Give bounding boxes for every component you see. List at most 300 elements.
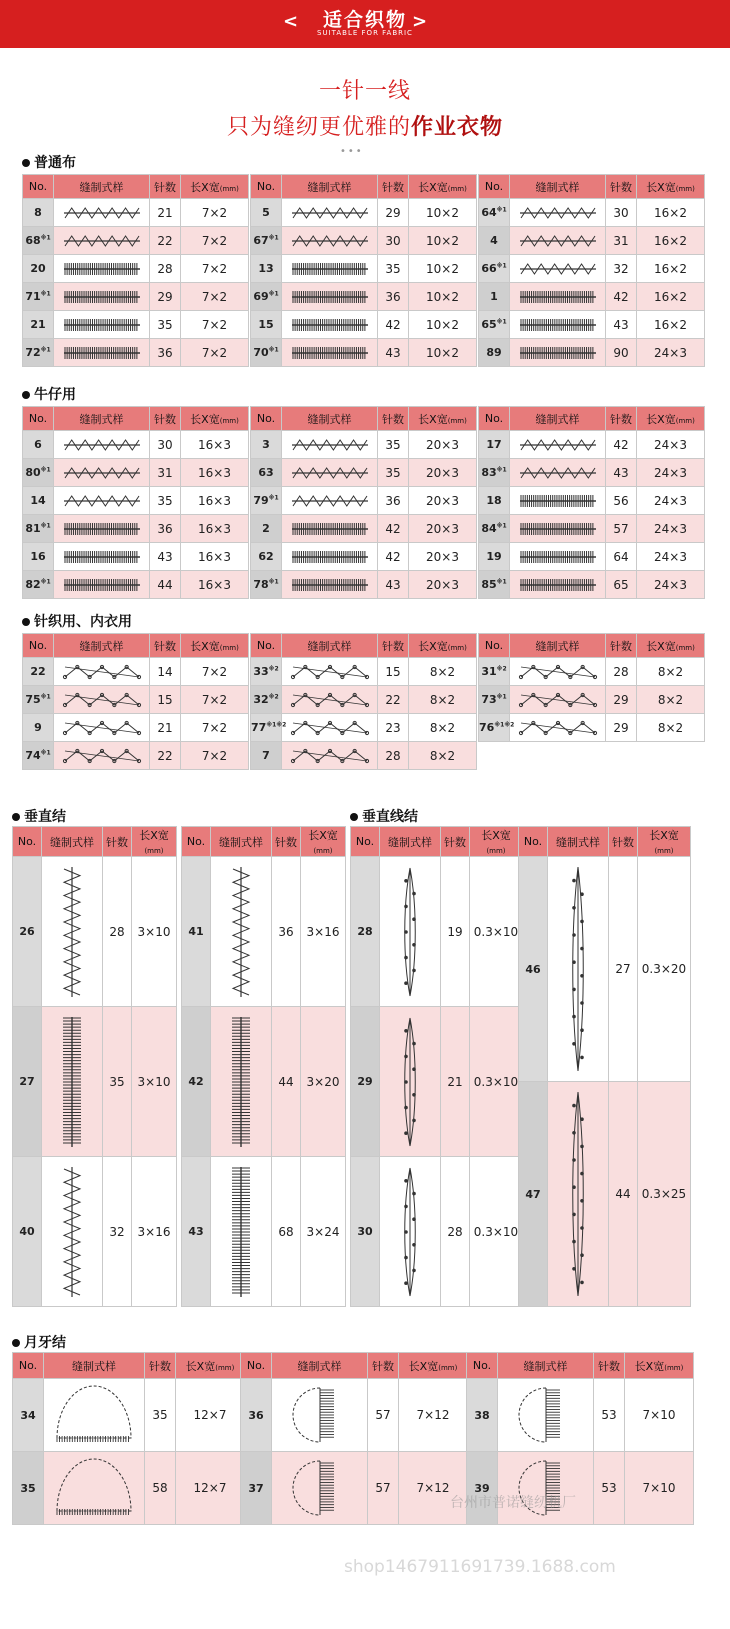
- row-number: [182, 1007, 211, 1157]
- footnote-mark: ※1: [496, 262, 507, 270]
- row-number-label: 79: [253, 494, 269, 507]
- stitch-pattern-icon: [291, 720, 369, 736]
- size-value-label: 16×3: [198, 493, 231, 508]
- header-needles-label: 针数: [610, 639, 632, 653]
- header-needles-label: 针数: [372, 1359, 394, 1373]
- size-value: [301, 857, 346, 1007]
- needle-count-value: 15: [157, 692, 173, 707]
- row-number-label: 22: [30, 665, 46, 678]
- header-no-label: No.: [256, 180, 276, 193]
- row-number: [479, 199, 510, 227]
- stitch-pattern-cell: [510, 283, 606, 311]
- needle-count-value: 28: [385, 748, 401, 763]
- row-number: [23, 339, 54, 367]
- stitch-pattern-icon: [519, 521, 597, 537]
- stitch-pattern-cell: [282, 543, 378, 571]
- needle-count-value: 28: [447, 1224, 463, 1239]
- footnote-mark: ※1: [268, 578, 279, 586]
- header-pattern: [42, 827, 103, 857]
- header-no: [182, 827, 211, 857]
- stitch-pattern-icon: [395, 1165, 425, 1299]
- row-number: [23, 311, 54, 339]
- stitch-pattern-cell: [282, 199, 378, 227]
- size-value: [637, 686, 705, 714]
- needle-count: [606, 283, 637, 311]
- header-no: [13, 827, 42, 857]
- header-no: [251, 175, 282, 199]
- size-value-label: 0.3×10: [473, 924, 519, 939]
- row-number-label: 62: [258, 550, 274, 563]
- table-row: [23, 311, 249, 339]
- needle-count: [606, 459, 637, 487]
- stitch-table: [12, 826, 177, 1307]
- stitch-pattern-icon: [52, 1165, 92, 1299]
- table-row: [23, 742, 249, 770]
- row-number: [251, 431, 282, 459]
- header-no: [467, 1353, 498, 1379]
- stitch-pattern-icon: [63, 720, 141, 736]
- table-row: [479, 255, 705, 283]
- size-value-label: 10×2: [426, 345, 459, 360]
- chevron-right-icon: >: [412, 11, 428, 32]
- header-no: [479, 407, 510, 431]
- stitch-pattern-cell: [510, 658, 606, 686]
- footnote-mark: ※1※2: [266, 721, 287, 729]
- stitch-pattern-icon: [291, 465, 369, 481]
- section-title: [12, 806, 66, 826]
- stitch-pattern-cell: [282, 714, 378, 742]
- needle-count: [368, 1452, 399, 1525]
- row-number: [479, 515, 510, 543]
- needle-count-value: 35: [157, 493, 173, 508]
- size-value: [637, 431, 705, 459]
- size-value: [409, 459, 477, 487]
- header-pattern-label: 缝制式样: [79, 412, 124, 426]
- header-unit: (mm): [447, 643, 467, 652]
- needle-count: [378, 283, 409, 311]
- header-needles-label: 针数: [106, 835, 128, 849]
- header-size: [181, 634, 249, 658]
- header-pattern-label: 缝制式样: [388, 835, 432, 849]
- stitch-pattern-icon: [291, 549, 369, 565]
- stitch-pattern-icon: [519, 465, 597, 481]
- header-no-label: No.: [472, 1359, 492, 1372]
- needle-count-value: 36: [385, 289, 401, 304]
- header-pattern-label: 缝制式样: [535, 180, 580, 194]
- size-value: [301, 1007, 346, 1157]
- size-value-label: 16×3: [198, 521, 231, 536]
- header-size-label: 长X宽: [190, 180, 220, 194]
- stitch-pattern-icon: [519, 345, 597, 361]
- needle-count: [150, 686, 181, 714]
- stitch-pattern-icon: [221, 1165, 261, 1299]
- header-pattern: [54, 175, 150, 199]
- banner-title: 适合织物: [322, 9, 407, 31]
- size-value-label: 7×2: [201, 720, 228, 735]
- needle-count-value: 29: [385, 205, 401, 220]
- row-number-label: 39: [474, 1481, 490, 1495]
- row-number: [182, 857, 211, 1007]
- header-no: [351, 827, 380, 857]
- size-value: [181, 255, 249, 283]
- stitch-pattern-cell: [282, 227, 378, 255]
- row-number-label: 80: [25, 466, 41, 479]
- header-needles-label: 针数: [598, 1359, 620, 1373]
- needle-count: [150, 459, 181, 487]
- header-unit: (mm): [219, 184, 239, 193]
- row-number-label: 17: [486, 438, 502, 451]
- needle-count-value: 43: [385, 577, 401, 592]
- stitch-pattern-cell: [272, 1379, 368, 1452]
- stitch-pattern-cell: [510, 714, 606, 742]
- row-number-label: 13: [258, 262, 274, 275]
- row-number: [23, 543, 54, 571]
- section-title-label: 月牙结: [24, 1335, 66, 1351]
- stitch-pattern-cell: [211, 857, 272, 1007]
- stitch-pattern-icon: [519, 317, 597, 333]
- stitch-pattern-cell: [498, 1452, 594, 1525]
- header-no-label: No.: [28, 180, 48, 193]
- footnote-mark: ※1: [40, 234, 51, 242]
- stitch-pattern-cell: [380, 1157, 441, 1307]
- needle-count-value: 35: [385, 465, 401, 480]
- needle-count-value: 36: [157, 345, 173, 360]
- table-row: [23, 199, 249, 227]
- row-number: [23, 199, 54, 227]
- stitch-pattern-cell: [282, 686, 378, 714]
- header-pattern-label: 缝制式样: [523, 1359, 568, 1373]
- table-row: [519, 1082, 691, 1307]
- row-number: [467, 1452, 498, 1525]
- footnote-mark: ※1: [40, 290, 51, 298]
- row-number: [479, 714, 515, 742]
- table-row: [251, 543, 477, 571]
- section-title-label: 垂直线结: [362, 809, 418, 825]
- stitch-pattern-cell: [282, 742, 378, 770]
- row-number-label: 78: [253, 578, 269, 591]
- section-title: [350, 806, 418, 826]
- needle-count-value: 44: [278, 1074, 294, 1089]
- footnote-mark: ※1: [40, 693, 51, 701]
- stitch-pattern-icon: [519, 493, 597, 509]
- needle-count-value: 90: [613, 345, 629, 360]
- header-pattern: [54, 407, 150, 431]
- size-value-label: 7×12: [416, 1408, 450, 1422]
- needle-count-value: 21: [157, 205, 173, 220]
- row-number-label: 21: [30, 318, 46, 331]
- header-unit: (mm): [447, 184, 467, 193]
- header-no-label: No.: [28, 412, 48, 425]
- header-size-label: 长X宽: [418, 412, 448, 426]
- size-value-label: 20×3: [426, 437, 459, 452]
- needle-count-value: 53: [601, 1408, 617, 1422]
- table-row: [23, 515, 249, 543]
- needle-count: [103, 1157, 132, 1307]
- row-number-label: 85: [481, 578, 497, 591]
- stitch-table: [250, 406, 477, 599]
- table-row: [13, 1007, 177, 1157]
- needle-count: [606, 431, 637, 459]
- size-value: [181, 283, 249, 311]
- footnote-mark: ※1: [40, 522, 51, 530]
- stitch-pattern-icon: [519, 289, 597, 305]
- size-value: [176, 1452, 245, 1525]
- table-row: [479, 487, 705, 515]
- row-number-label: 34: [20, 1408, 36, 1422]
- size-value-label: 16×2: [654, 205, 687, 220]
- table-row: [23, 487, 249, 515]
- section-title: [22, 384, 76, 404]
- size-value-label: 8×2: [429, 664, 456, 679]
- size-value: [399, 1452, 468, 1525]
- stitch-table: [250, 633, 477, 770]
- header-size-label: 长X宽: [190, 639, 220, 653]
- table-header-row: [251, 175, 477, 199]
- stitch-table: [478, 174, 705, 367]
- row-number-label: 33: [253, 665, 269, 678]
- size-value: [470, 1007, 523, 1157]
- section-title-label: 牛仔用: [34, 387, 76, 403]
- stitch-pattern-cell: [510, 515, 606, 543]
- row-number: [479, 283, 510, 311]
- size-value-label: 20×3: [426, 465, 459, 480]
- stitch-table: [250, 174, 477, 367]
- row-number: [23, 515, 54, 543]
- table-row: [479, 515, 705, 543]
- header-no-label: No.: [186, 835, 206, 848]
- header-no-label: No.: [256, 639, 276, 652]
- stitch-table: [518, 826, 691, 1307]
- needle-count-value: 35: [385, 261, 401, 276]
- stitch-pattern-cell: [42, 1157, 103, 1307]
- size-value-label: 7×12: [416, 1481, 450, 1495]
- needle-count: [150, 658, 181, 686]
- section-title-label: 普通布: [34, 155, 76, 171]
- stitch-pattern-icon: [519, 437, 597, 453]
- stitch-pattern-icon: [63, 493, 141, 509]
- row-number-label: 15: [258, 318, 274, 331]
- stitch-pattern-icon: [519, 205, 597, 221]
- stitch-pattern-icon: [519, 233, 597, 249]
- table-row: [251, 339, 477, 367]
- needle-count: [441, 857, 470, 1007]
- needle-count: [150, 515, 181, 543]
- footnote-mark: ※1: [40, 346, 51, 354]
- header-no: [479, 634, 510, 658]
- size-value-label: 16×3: [198, 549, 231, 564]
- size-value-label: 7×2: [201, 261, 228, 276]
- size-value-label: 3×16: [306, 924, 340, 939]
- row-number: [351, 857, 380, 1007]
- size-value-label: 7×2: [201, 664, 228, 679]
- stitch-pattern-cell: [380, 857, 441, 1007]
- header-needles-label: 针数: [610, 412, 632, 426]
- footnote-mark: ※1: [496, 466, 507, 474]
- top-banner: [0, 0, 730, 48]
- header-unit: (mm): [215, 1363, 235, 1372]
- header-size: [176, 1353, 245, 1379]
- needle-count-value: 29: [157, 289, 173, 304]
- stitch-pattern-icon: [563, 864, 593, 1074]
- header-pattern: [44, 1353, 145, 1379]
- header-pattern-label: 缝制式样: [307, 180, 352, 194]
- stitch-pattern-cell: [42, 1007, 103, 1157]
- stitch-pattern-cell: [510, 431, 606, 459]
- stitch-pattern-icon: [63, 233, 141, 249]
- needle-count: [378, 515, 409, 543]
- needle-count-value: 43: [385, 345, 401, 360]
- row-number-label: 28: [357, 925, 373, 938]
- size-value: [637, 255, 705, 283]
- needle-count: [103, 857, 132, 1007]
- header-size: [637, 634, 705, 658]
- stitch-pattern-icon: [291, 521, 369, 537]
- header-needles: [368, 1353, 399, 1379]
- stitch-pattern-cell: [510, 487, 606, 515]
- needle-count: [606, 311, 637, 339]
- header-pattern: [510, 407, 606, 431]
- row-number: [479, 431, 510, 459]
- row-number: [351, 1007, 380, 1157]
- stitch-pattern-cell: [54, 459, 150, 487]
- needle-count: [150, 283, 181, 311]
- stitch-pattern-icon: [63, 289, 141, 305]
- header-pattern: [510, 175, 606, 199]
- banner-subtitle: SUITABLE FOR FABRIC: [317, 29, 413, 37]
- row-number-label: 7: [262, 749, 270, 762]
- header-needles: [606, 634, 637, 658]
- needle-count-value: 42: [385, 317, 401, 332]
- table-row: [479, 714, 705, 742]
- needle-count-value: 35: [109, 1074, 125, 1089]
- table-row: [23, 714, 249, 742]
- size-value: [409, 199, 477, 227]
- stitch-pattern-icon: [291, 205, 369, 221]
- needle-count-value: 57: [375, 1481, 391, 1495]
- stitch-pattern-cell: [282, 571, 378, 599]
- row-number: [479, 686, 510, 714]
- header-needles: [606, 407, 637, 431]
- section-title: [22, 611, 132, 631]
- stitch-pattern-cell: [54, 431, 150, 459]
- row-number: [251, 227, 282, 255]
- row-number-label: 63: [258, 466, 274, 479]
- row-number-label: 3: [262, 438, 270, 451]
- footnote-mark: ※1: [268, 290, 279, 298]
- size-value: [181, 227, 249, 255]
- row-number: [13, 1007, 42, 1157]
- needle-count: [150, 714, 181, 742]
- size-value-label: 7×2: [201, 692, 228, 707]
- row-number-label: 64: [481, 206, 497, 219]
- header-needles: [150, 407, 181, 431]
- size-value: [409, 311, 477, 339]
- header-pattern-label: 缝制式样: [297, 1359, 342, 1373]
- needle-count: [150, 571, 181, 599]
- row-number: [251, 714, 287, 742]
- row-number-label: 67: [253, 234, 269, 247]
- table-row: [182, 1157, 346, 1307]
- stitch-pattern-icon: [63, 549, 141, 565]
- bullet-icon: [22, 618, 30, 626]
- header-needles-label: 针数: [154, 639, 176, 653]
- header-unit: (mm): [675, 643, 695, 652]
- header-pattern-label: 缝制式样: [535, 639, 580, 653]
- header-pattern-label: 缝制式样: [50, 835, 94, 849]
- section-title: [12, 1332, 66, 1352]
- row-number: [23, 658, 54, 686]
- size-value: [409, 543, 477, 571]
- row-number-label: 77: [251, 721, 267, 734]
- needle-count: [378, 543, 409, 571]
- stitch-table: [240, 1352, 468, 1525]
- row-number-label: 36: [248, 1408, 264, 1422]
- row-number-label: 43: [188, 1225, 204, 1238]
- footnote-mark: ※1: [496, 693, 507, 701]
- header-pattern: [272, 1353, 368, 1379]
- size-value-label: 7×2: [201, 748, 228, 763]
- header-needles: [378, 407, 409, 431]
- needle-count-value: 58: [152, 1481, 168, 1495]
- stitch-pattern-cell: [272, 1452, 368, 1525]
- header-needles-label: 针数: [382, 180, 404, 194]
- table-row: [479, 339, 705, 367]
- row-number-label: 69: [253, 290, 269, 303]
- stitch-pattern-icon: [221, 865, 261, 999]
- size-value-label: 3×20: [306, 1074, 340, 1089]
- header-needles-label: 针数: [154, 180, 176, 194]
- size-value-label: 10×2: [426, 205, 459, 220]
- stitch-pattern-icon: [519, 720, 597, 736]
- table-header-row: [241, 1353, 468, 1379]
- row-number: [23, 255, 54, 283]
- stitch-table: [22, 174, 249, 367]
- stitch-pattern-icon: [395, 865, 425, 999]
- needle-count: [606, 515, 637, 543]
- header-pattern: [282, 175, 378, 199]
- stitch-pattern-cell: [54, 686, 150, 714]
- table-header-row: [23, 407, 249, 431]
- size-value-label: 12×7: [193, 1481, 227, 1495]
- size-value: [132, 1007, 177, 1157]
- stitch-pattern-cell: [282, 658, 378, 686]
- size-value-label: 10×2: [426, 317, 459, 332]
- header-no: [23, 175, 54, 199]
- stitch-pattern-cell: [380, 1007, 441, 1157]
- stitch-table: [22, 406, 249, 599]
- header-no-label: No.: [484, 180, 504, 193]
- row-number-label: 76: [479, 721, 495, 734]
- size-value-label: 0.3×10: [473, 1224, 519, 1239]
- needle-count-value: 44: [157, 577, 173, 592]
- stitch-pattern-cell: [510, 199, 606, 227]
- needle-count-value: 27: [615, 962, 631, 976]
- needle-count-value: 30: [157, 437, 173, 452]
- needle-count-value: 43: [157, 549, 173, 564]
- header-unit: (mm): [664, 1363, 684, 1372]
- row-number-label: 75: [25, 693, 41, 706]
- row-number: [23, 283, 54, 311]
- size-value-label: 7×2: [201, 233, 228, 248]
- stitch-pattern-icon: [291, 748, 369, 764]
- header-size: [637, 175, 705, 199]
- stitch-pattern-cell: [54, 515, 150, 543]
- footnote-mark: ※1※2: [494, 721, 515, 729]
- row-number-label: 29: [357, 1075, 373, 1088]
- row-number: [23, 459, 54, 487]
- footnote-mark: ※1: [496, 578, 507, 586]
- size-value-label: 8×2: [429, 692, 456, 707]
